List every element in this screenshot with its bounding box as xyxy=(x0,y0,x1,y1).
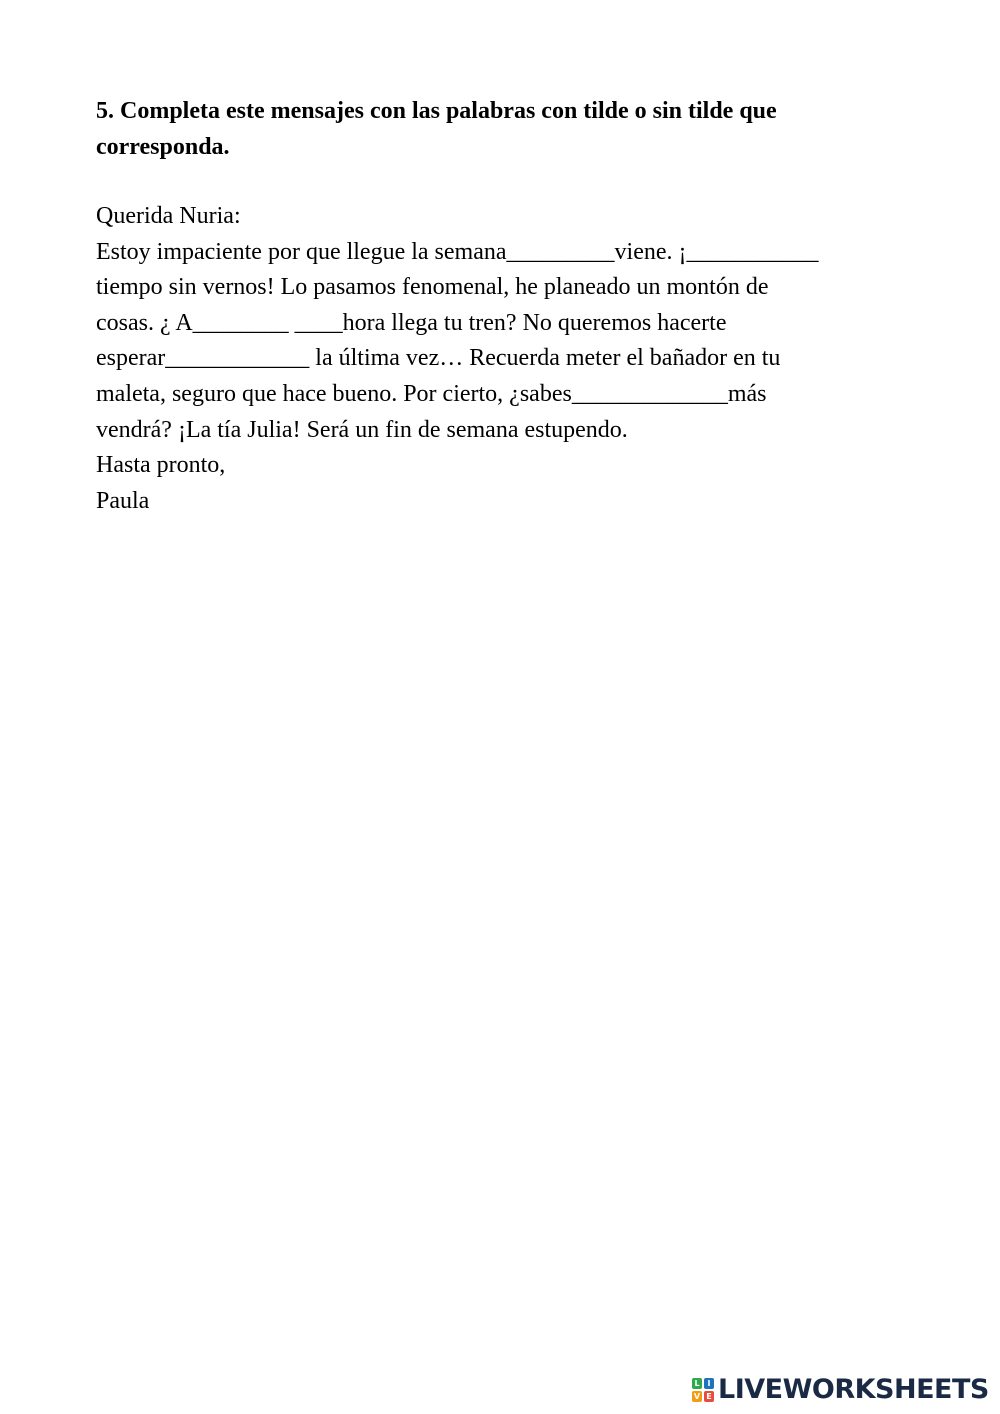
letter-greeting: Querida Nuria: xyxy=(96,203,241,229)
letter-line: tiempo sin vernos! Lo pasamos fenomenal, he planeado un montón de xyxy=(96,274,769,301)
letter-line: esperar____________ la última vez… Recuerda meter el bañador en tu xyxy=(96,345,781,372)
logo-tile-e: E xyxy=(704,1391,714,1402)
logo-tile-l: L xyxy=(692,1378,702,1389)
letter-signature: Paula xyxy=(96,487,150,514)
logo-tile-i: I xyxy=(704,1378,714,1389)
liveworksheets-logo xyxy=(692,1374,989,1406)
worksheet-page xyxy=(96,93,936,519)
letter-line: cosas. ¿ A________ ____hora llega tu tren? No queremos hacerte xyxy=(96,309,727,336)
letter-line: vendrá? ¡La tía Julia! Será un fin de semana estupendo. xyxy=(96,416,628,443)
logo-tile-v: V xyxy=(693,1392,701,1401)
heading-line-1: 5. Completa este mensajes con las palabras con tilde o sin tilde que xyxy=(96,98,777,124)
letter-line: maleta, seguro que hace bueno. Por cierto, ¿sabes_____________más xyxy=(96,380,767,407)
exercise-heading xyxy=(96,93,936,165)
logo-wordmark: LIVEWORKSHEETS xyxy=(718,1374,989,1405)
letter-closing: Hasta pronto, xyxy=(96,452,226,479)
liveworksheets-logo-icon xyxy=(692,1378,714,1402)
heading-line-2: corresponda. xyxy=(96,134,230,160)
letter-body xyxy=(96,199,936,519)
letter-line: Estoy impaciente por que llegue la semana_________viene. ¡___________ xyxy=(96,238,819,265)
